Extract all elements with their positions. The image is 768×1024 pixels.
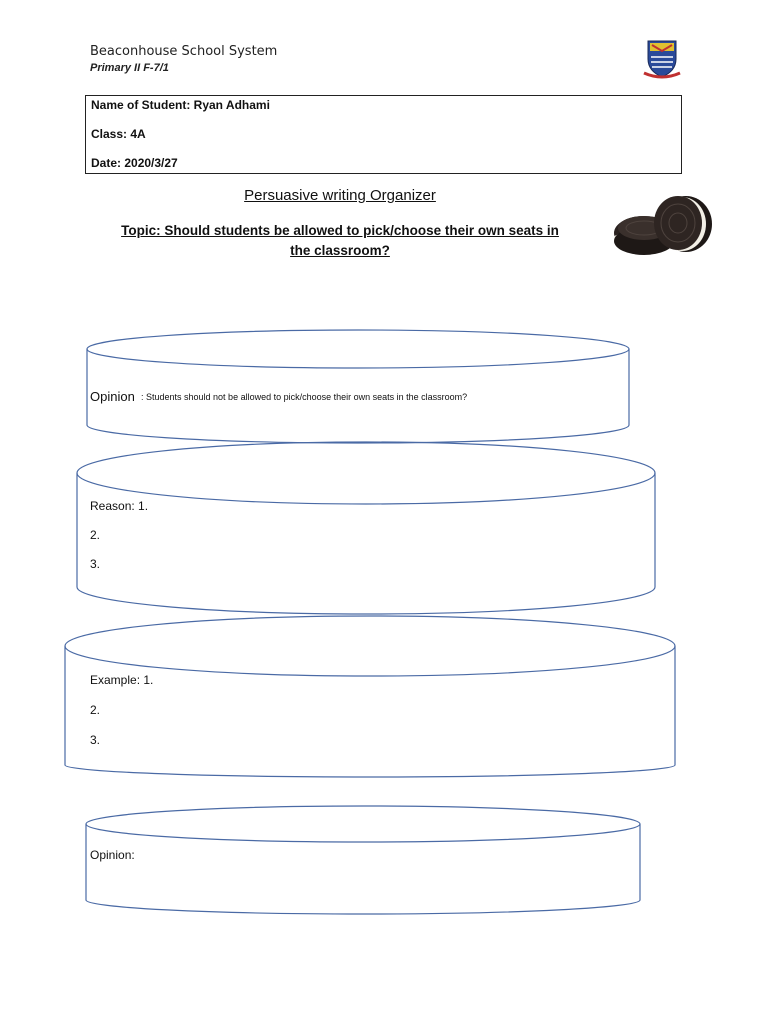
topic-heading: Topic: Should students be allowed to pick/choose their own seats in the classroom? — [121, 223, 559, 258]
example-line-3: 3. — [90, 733, 101, 747]
example-line-1: Example: 1. — [90, 673, 154, 687]
reason-cylinder — [77, 442, 655, 614]
example-line-2: 2. — [90, 703, 101, 717]
opinion-label: Opinion — [90, 389, 135, 404]
closing-opinion-label: Opinion: — [90, 848, 135, 862]
opinion-text: : Students should not be allowed to pick/choose their own seats in the classroom? — [141, 392, 468, 402]
oreo-cookies-icon — [606, 188, 724, 264]
closing-opinion-cylinder — [86, 806, 640, 914]
school-name: Beaconhouse School System — [90, 44, 278, 59]
example-cylinder — [65, 616, 675, 777]
school-class-line: Primary II F-7/1 — [90, 62, 169, 74]
school-crest-icon — [640, 37, 684, 81]
reason-line-3: 3. — [90, 557, 101, 571]
student-info-box — [85, 95, 682, 174]
student-class: Class: 4A — [91, 127, 146, 141]
page-title: Persuasive writing Organizer — [244, 187, 436, 204]
worksheet-date: Date: 2020/3/27 — [91, 156, 178, 170]
reason-line-1: Reason: 1. — [90, 499, 149, 513]
student-name: Name of Student: Ryan Adhami — [91, 98, 270, 112]
opinion-cylinder — [87, 330, 629, 443]
reason-line-2: 2. — [90, 528, 101, 542]
